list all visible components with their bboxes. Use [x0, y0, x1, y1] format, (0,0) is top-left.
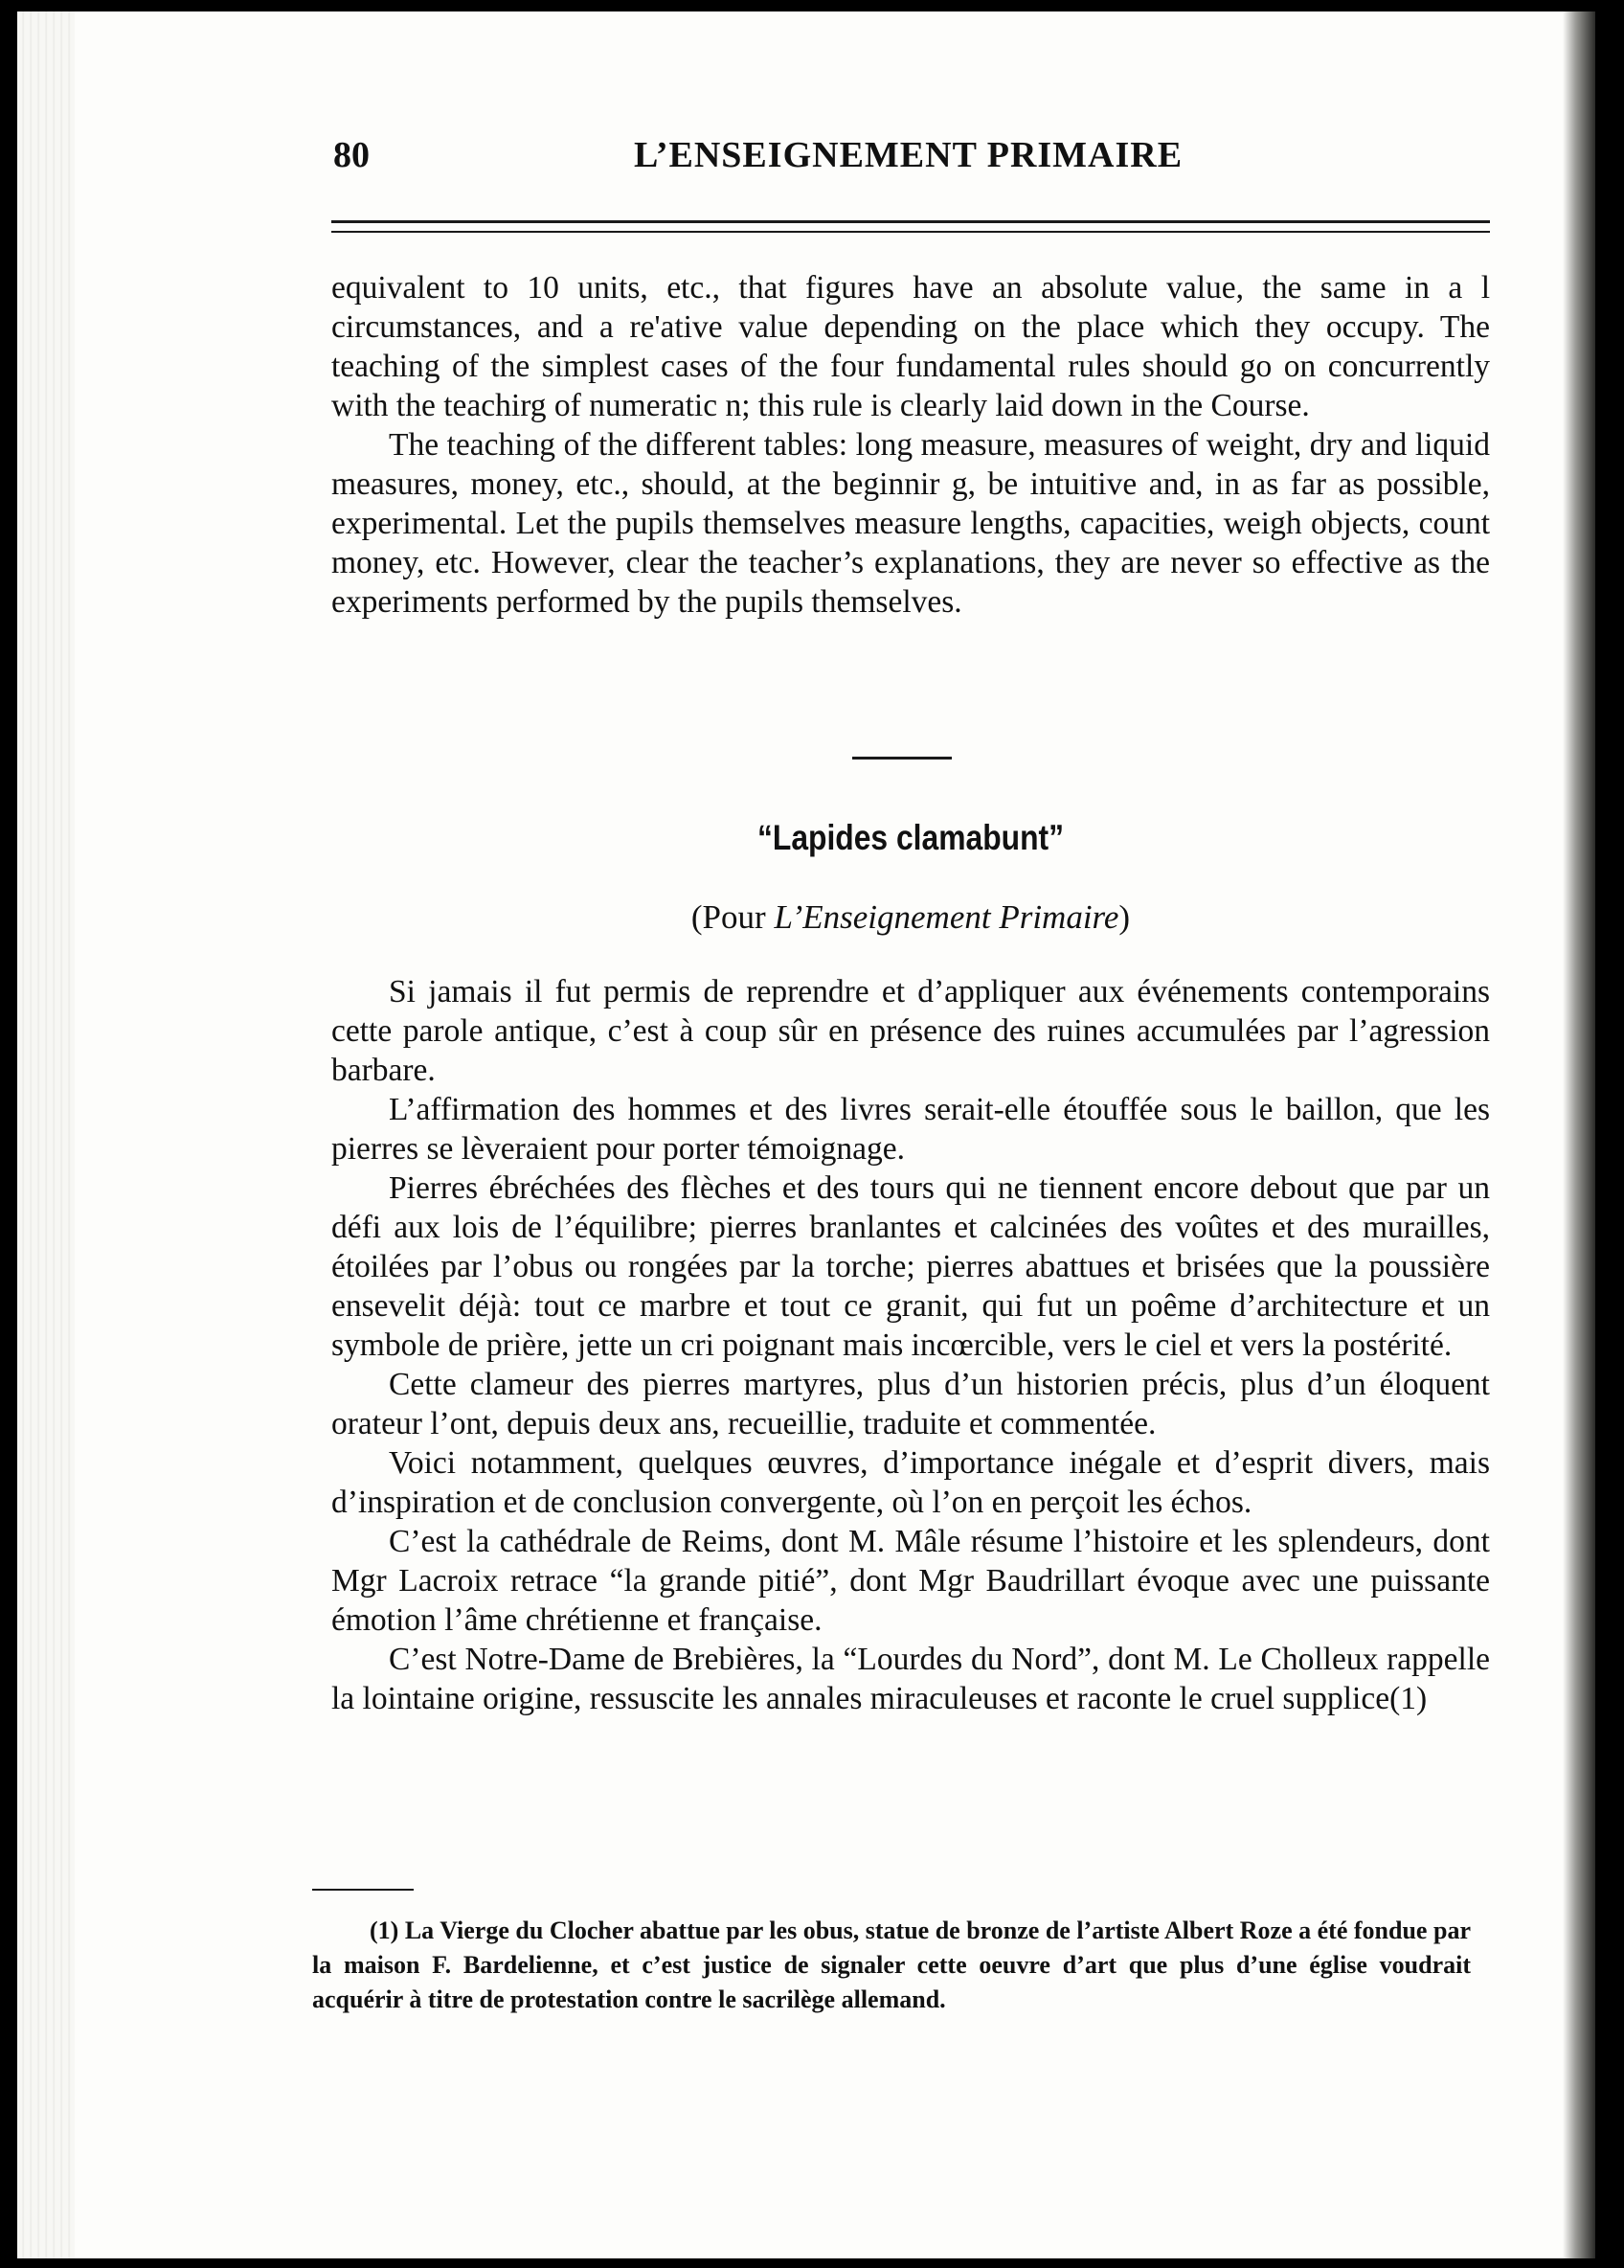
footnote-text: (1) La Vierge du Clocher abattue par les obus, statue de bronze de l’artiste Albert Roze a été fondue par la maison F. Bardelienne, et c’est justice de signaler cette oeuvre d’art que plus d’une église voudrait acquérir à titre de protestation contre le sacrilège allemand.	[312, 1916, 1471, 2013]
paragraph: L’affirmation des hommes et des livres serait-elle étouffée sous le baillon, que les pierres se lèveraient pour porter témoignage.	[331, 1092, 1490, 1167]
page-edge-right	[1563, 11, 1595, 2258]
journal-title: L’ENSEIGNEMENT PRIMAIRE	[634, 135, 1184, 175]
subtitle-suffix: )	[1118, 898, 1131, 936]
paragraph: Cette clameur des pierres martyres, plus d’un historien précis, plus d’un éloquent orateur l’ont, depuis deux ans, recueillie, traduite et commentée.	[331, 1367, 1490, 1441]
running-head	[333, 134, 1530, 192]
article-title: “Lapides clamabunt”	[756, 818, 1065, 857]
footnote-rule	[312, 1889, 414, 1891]
paragraph: C’est la cathédrale de Reims, dont M. Mâle résume l’histoire et les splendeurs, dont Mgr Lacroix retrace “la grande pitié”, dont Mgr Baudrillart évoque avec une puissante émotion l’âme chrétienne et française.	[331, 1524, 1490, 1638]
subtitle-journal-name: L’Enseignement Primaire	[774, 898, 1119, 936]
page-edge-left	[17, 11, 75, 2258]
article-body	[331, 972, 1490, 1718]
paragraph: Voici notamment, quelques œuvres, d’importance inégale et d’esprit divers, mais d’inspiration et de conclusion convergente, où l’on en perçoit les échos.	[331, 1445, 1490, 1520]
header-rule	[331, 220, 1490, 233]
continued-text	[331, 268, 1490, 622]
paragraph: Pierres ébréchées des flèches et des tours qui ne tiennent encore debout que par un défi aux lois de l’équilibre; pierres branlantes et calcinées des voûtes et des murailles, étoilées par l’obus ou rongées par la torche; pierres abattues et brisées que la poussière ensevelit déjà: tout ce marbre et tout ce granit, qui fut un poême d’architecture et un symbole de prière, jette un cri poignant mais incœrcible, vers le ciel et vers la postérité.	[331, 1170, 1490, 1363]
article-subtitle	[331, 898, 1490, 937]
paragraph: C’est Notre-Dame de Brebières, la “Lourdes du Nord”, dont M. Le Cholleux rappelle la lointaine origine, ressuscite les annales miraculeuses et raconte le cruel supplice(1)	[331, 1642, 1490, 1716]
paragraph: Si jamais il fut permis de reprendre et d’appliquer aux événements contemporains cette parole antique, c’est à coup sûr en présence des ruines accumulées par l’agression barbare.	[331, 974, 1490, 1088]
scanned-page	[17, 11, 1595, 2258]
section-divider	[852, 757, 952, 760]
subtitle-prefix: (Pour	[690, 898, 775, 936]
paragraph: The teaching of the different tables: long measure, measures of weight, dry and liquid measures, money, etc., should, at the beginnir g, be intuitive and, in as far as possible, experimental. Let the pupils themselves measure lengths, capacities, weigh objects, count money, etc. However, clear the teacher’s explanations, they are never so effective as the experiments performed by the pupils themselves.	[331, 427, 1490, 620]
paragraph: equivalent to 10 units, etc., that figures have an absolute value, the same in a l circumstances, and a re'ative value depending on the place which they occupy. The teaching of the simplest cases of the four fundamental rules should go on concurrently with the teachirg of numeratic n; this rule is clearly laid down in the Course.	[331, 270, 1490, 423]
footnote	[312, 1914, 1471, 2017]
page-number: 80	[333, 135, 370, 175]
